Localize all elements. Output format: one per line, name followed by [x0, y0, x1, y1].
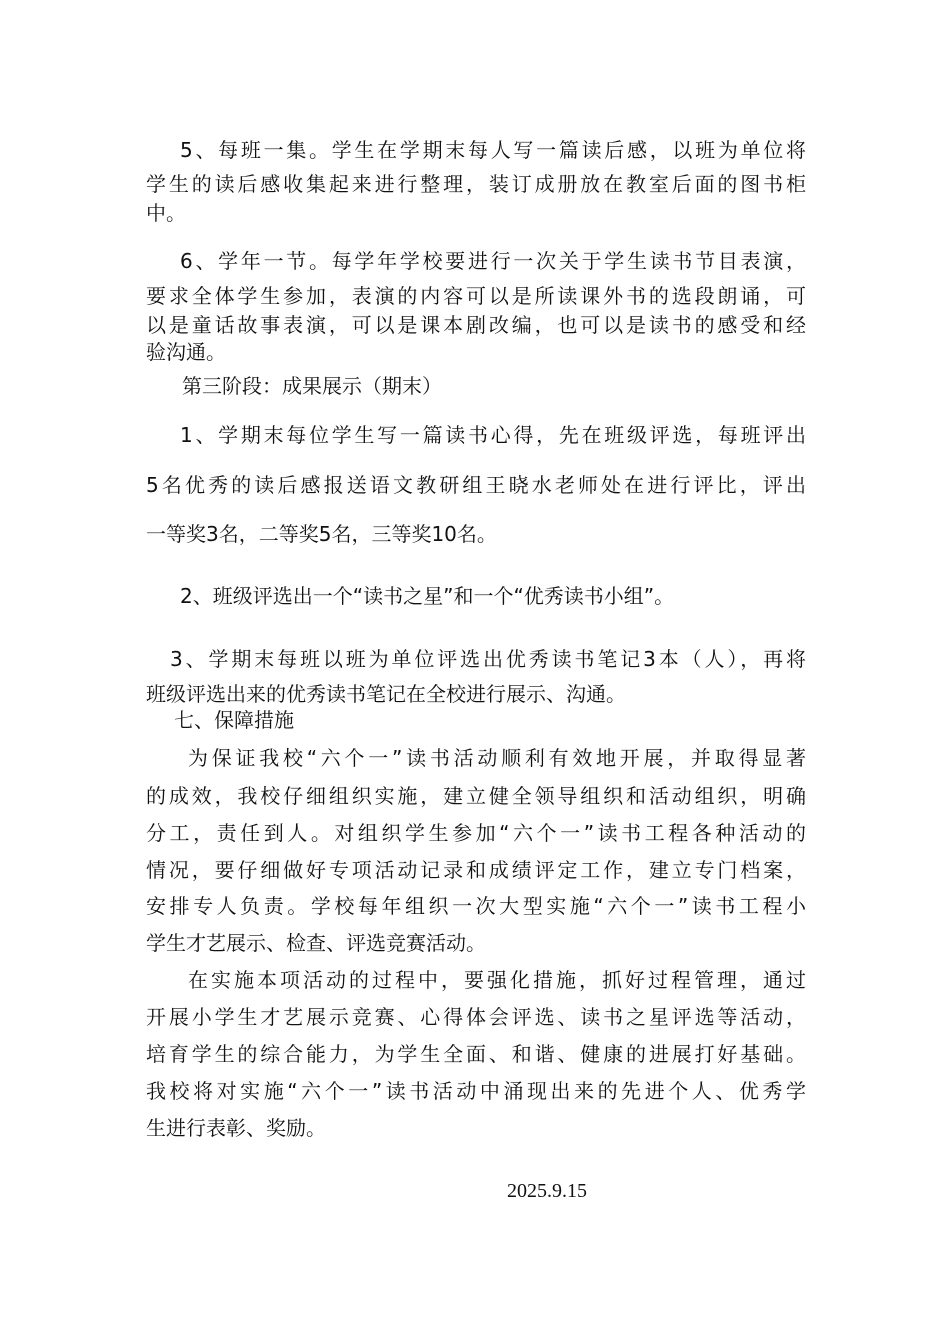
paragraph-line: 6、学年一节。每学年学校要进行一次关于学生读书节目表演，	[180, 249, 806, 273]
paragraph-line: 验沟通。	[146, 340, 226, 364]
paragraph-line: 一等奖3名，二等奖5名，三等奖10名。	[146, 522, 497, 546]
paragraph-line: 班级评选出来的优秀读书笔记在全校进行展示、沟通。	[146, 682, 626, 706]
paragraph-line: 在实施本项活动的过程中，要强化措施，抓好过程管理，通过	[188, 968, 806, 992]
paragraph-line: 中。	[146, 201, 186, 225]
paragraph-line: 2、班级评选出一个“读书之星”和一个“优秀读书小组”。	[180, 584, 675, 608]
paragraph-line: 5名优秀的读后感报送语文教研组王晓水老师处在进行评比，评出	[146, 473, 806, 497]
paragraph-line: 培育学生的综合能力，为学生全面、和谐、健康的进展打好基础。	[146, 1042, 806, 1066]
paragraph-line: 1、学期末每位学生写一篇读书心得，先在班级评选，每班评出	[180, 423, 806, 447]
paragraph-line: 以是童话故事表演，可以是课本剧改编，也可以是读书的感受和经	[146, 313, 806, 337]
paragraph-line: 安排专人负责。学校每年组织一次大型实施“六个一”读书工程小	[146, 894, 806, 918]
section-heading: 七、保障措施	[174, 708, 294, 732]
paragraph-line: 的成效，我校仔细组织实施，建立健全领导组织和活动组织，明确	[146, 784, 806, 808]
paragraph-line: 学生的读后感收集起来进行整理，装订成册放在教室后面的图书柜	[146, 172, 806, 196]
paragraph-line: 分工，责任到人。对组织学生参加“六个一”读书工程各种活动的	[146, 821, 806, 845]
paragraph-line: 3、学期末每班以班为单位评选出优秀读书笔记3本（人），再将	[170, 647, 806, 671]
paragraph-line: 生进行表彰、奖励。	[146, 1116, 326, 1140]
document-date: 2025.9.15	[507, 1180, 587, 1202]
paragraph-line: 我校将对实施“六个一”读书活动中涌现出来的先进个人、优秀学	[146, 1079, 806, 1103]
paragraph-line: 为保证我校“六个一”读书活动顺利有效地开展，并取得显著	[188, 746, 806, 770]
paragraph-line: 5、每班一集。学生在学期末每人写一篇读后感，以班为单位将	[180, 138, 806, 162]
paragraph-line: 开展小学生才艺展示竞赛、心得体会评选、读书之星评选等活动，	[146, 1005, 806, 1029]
section-heading: 第三阶段：成果展示（期末）	[182, 374, 442, 398]
paragraph-line: 情况，要仔细做好专项活动记录和成绩评定工作，建立专门档案，	[146, 858, 806, 882]
paragraph-line: 学生才艺展示、检查、评选竞赛活动。	[146, 931, 486, 955]
paragraph-line: 要求全体学生参加，表演的内容可以是所读课外书的选段朗诵，可	[146, 284, 806, 308]
